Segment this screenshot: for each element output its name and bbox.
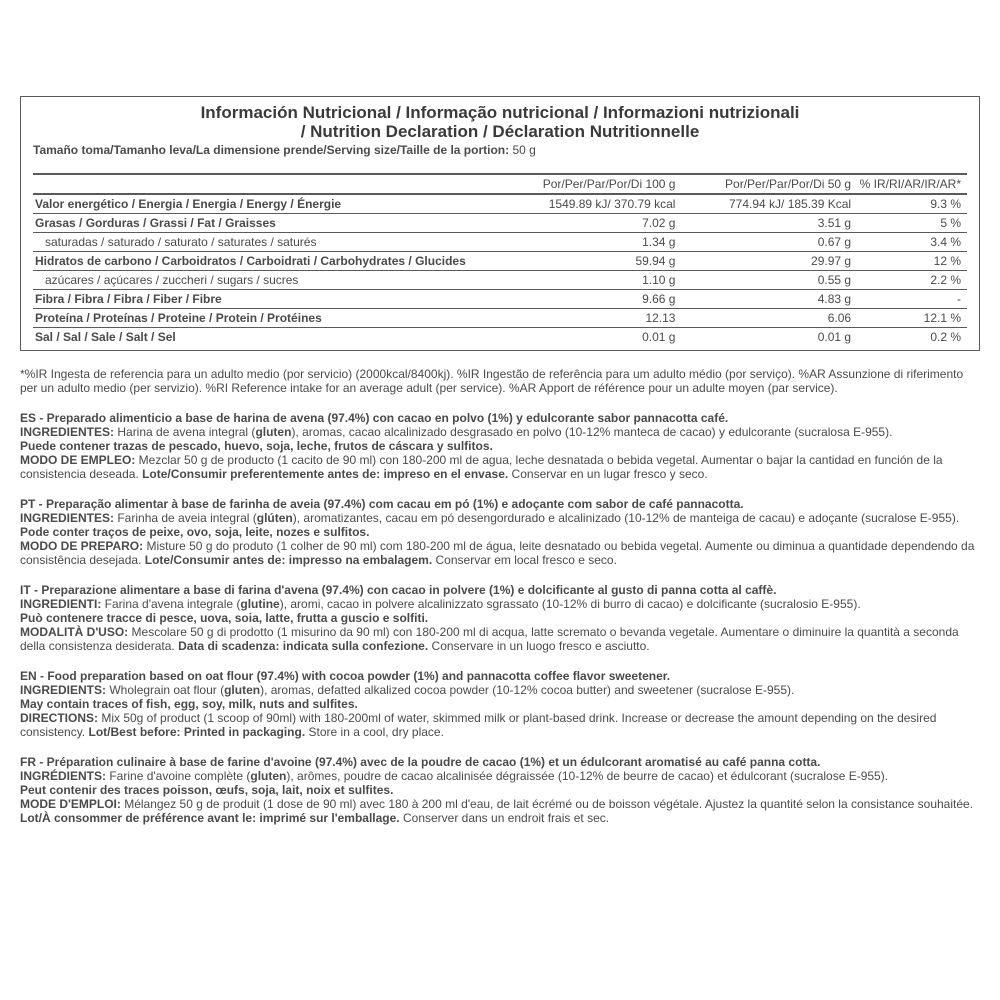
table-row	[33, 233, 967, 252]
ingredients-text: ), aromi, cacao in polvere alcalinizzato sgrassato (10-12% di burro di cacao) e dolcificante (sucralosio E-955).	[279, 597, 861, 611]
section-title: EN - Food preparation based on oat flour (97.4%) with cocoa powder (1%) and pannacotta coffee flavor sweetener.	[20, 669, 671, 683]
allergen: gluten	[224, 683, 261, 697]
ingredients-text: Farine d'avoine complète (	[106, 769, 251, 783]
section-es	[20, 411, 980, 481]
directions-text: Misture 50 g do produto (1 colher de 90 ml) com 180-200 ml de água, leite desnatado ou bebida vegetal. Aumente ou diminua a quantidade dependendo da consistência desejada.	[20, 539, 975, 567]
value-per-50g: 4.83 g	[817, 292, 852, 306]
may-contain: Peut contenir des traces poisson, œufs, soja, lait, noix et sulfites.	[20, 783, 394, 797]
table-row	[33, 290, 967, 309]
value-per-100g: 12.13	[645, 311, 676, 325]
serving-size-value: 50 g	[509, 143, 536, 157]
ingredients-text: ), arômes, poudre de cacao alcalinisée dégraissée (10-12% de beurre de cacao) et édulcorant (sucralose E-955).	[286, 769, 889, 783]
value-per-100g: 9.66 g	[642, 292, 676, 306]
value-per-50g: 6.06	[827, 311, 852, 325]
nutrient-name: Grasas / Gorduras / Grassi / Fat / Graisses	[35, 216, 276, 230]
value-per-50g: 29.97 g	[811, 254, 852, 268]
directions-label: MODALITÀ D'USO:	[20, 625, 129, 639]
table-header-row	[33, 174, 967, 194]
reference-intake-footnote: *%IR Ingesta de referencia para un adulto medio (por servicio) (2000kcal/8400kj). %IR Ingestão de referência para um adulto médio (por serviço). %AR Assunzione di riferimento per un adulto medio (per servizio). %RI Reference intake for an average adult (per service). %AR Apport de référence pour un adulte moyen (par service).	[20, 367, 964, 395]
section-title: IT - Preparazione alimentare a base di farina d'avena (97.4%) con cacao in polvere (1%) e dolcificante al gusto di panna cotta al caffè.	[20, 583, 777, 597]
directions-text: Mix 50g of product (1 scoop of 90ml) with 180-200ml of water, skimmed milk or plant-based drink. Increase or decrease the amount depending on the desired consistency.	[20, 711, 937, 739]
panel-title-line2: / Nutrition Declaration / Déclaration Nutritionnelle	[300, 122, 700, 141]
lot-info: Lote/Consumir preferentemente antes de: impreso en el envase.	[142, 467, 509, 481]
table-row	[33, 328, 967, 347]
ingredients-label: INGREDIENTS:	[20, 683, 107, 697]
ingredients-text: Farina d'avena integrale (	[101, 597, 241, 611]
value-ri: 0.2 %	[930, 330, 961, 344]
nutrient-name: saturadas / saturado / saturato / saturates / saturés	[45, 235, 317, 249]
lot-info: Data di scadenza: indicata sulla confezione.	[178, 639, 429, 653]
directions-text: Mélangez 50 g de produit (1 dose de 90 ml) avec 180 à 200 ml d'eau, de lait écrémé ou de boisson végétale. Ajustez la quantité selon la consistance souhaitée.	[120, 797, 974, 811]
nutrient-name: Sal / Sal / Sale / Salt / Sel	[35, 330, 176, 344]
nutrient-name: azúcares / açúcares / zuccheri / sugars / sucres	[45, 273, 299, 287]
may-contain: Puede contener trazas de pescado, huevo, soja, leche, frutos de cáscara y sulfitos.	[20, 439, 493, 453]
nutrition-label	[20, 96, 980, 825]
ingredients-label: INGREDIENTES:	[20, 511, 115, 525]
value-per-50g: 3.51 g	[817, 216, 852, 230]
allergen: glúten	[256, 511, 293, 525]
value-per-100g: 0.01 g	[642, 330, 676, 344]
ingredients-text: Wholegrain oat flour (	[106, 683, 225, 697]
value-ri: -	[957, 292, 961, 306]
ingredients-text: ), aromatizantes, cacau em pó desengordurado e alcalinizado (10-12% de manteiga de cacau) e adoçante (sucralose E-955).	[292, 511, 960, 525]
storage-text: Conservar em local fresco e seco.	[432, 553, 617, 567]
ingredients-text: ), aromas, defatted alkalized cocoa powder (10-12% cocoa butter) and sweetener (sucralose E-955).	[260, 683, 795, 697]
section-fr	[20, 755, 980, 825]
value-per-50g: 774.94 kJ/ 185.39 Kcal	[729, 197, 852, 211]
may-contain: Può contenere tracce di pesce, uova, soia, latte, frutta a guscio e solfiti.	[20, 611, 429, 625]
storage-text: Conservar en un lugar fresco y seco.	[508, 467, 708, 481]
panel-title-line1: Información Nutricional / Informação nutricional / Informazioni nutrizionali	[200, 103, 800, 122]
nutrition-panel	[20, 96, 980, 351]
value-ri: 2.2 %	[930, 273, 961, 287]
value-per-100g: 59.94 g	[635, 254, 676, 268]
ingredients-label: INGREDIENTI:	[20, 597, 102, 611]
table-row	[33, 252, 967, 271]
nutrient-name: Valor energético / Energia / Energia / Energy / Énergie	[35, 197, 342, 211]
lot-info: Lot/Best before: Printed in packaging.	[88, 725, 306, 739]
section-title: PT - Preparação alimentar à base de farinha de aveia (97.4%) com cacau em pó (1%) e adoçante com sabor de café pannacotta.	[20, 497, 744, 511]
directions-label: MODE D'EMPLOI:	[20, 797, 121, 811]
nutrient-name: Hidratos de carbono / Carboidratos / Carboidrati / Carbohydrates / Glucides	[35, 254, 466, 268]
allergen: glutine	[240, 597, 280, 611]
directions-label: MODO DE PREPARO:	[20, 539, 144, 553]
directions-label: MODO DE EMPLEO:	[20, 453, 136, 467]
ingredients-text: Farinha de aveia integral (	[114, 511, 257, 525]
value-per-100g: 1.10 g	[642, 273, 676, 287]
may-contain: Pode conter traços de peixe, ovo, soja, leite, nozes e sulfitos.	[20, 525, 370, 539]
serving-size	[33, 143, 967, 157]
table-row	[33, 309, 967, 328]
nutrient-name: Proteína / Proteínas / Proteine / Protein / Protéines	[35, 311, 322, 325]
value-per-100g: 7.02 g	[642, 216, 676, 230]
serving-size-label: Tamaño toma/Tamanho leva/La dimensione prende/Serving size/Taille de la portion:	[33, 143, 510, 157]
value-per-100g: 1549.89 kJ/ 370.79 kcal	[548, 197, 676, 211]
ingredients-label: INGREDIENTES:	[20, 425, 115, 439]
value-ri: 12.1 %	[923, 311, 961, 325]
allergen: gluten	[255, 425, 292, 439]
header-empty	[33, 174, 501, 194]
directions-label: DIRECTIONS:	[20, 711, 98, 725]
header-reference-intake: % IR/RI/AR/IR/AR*	[859, 177, 961, 191]
allergen: gluten	[250, 769, 287, 783]
directions-text: Mezclar 50 g de producto (1 cacito de 90 ml) con 180-200 ml de agua, leche desnatada o bebida vegetal. Aumentar o bajar la cantidad en función de la consistencia deseada.	[20, 453, 943, 481]
value-per-50g: 0.67 g	[817, 235, 852, 249]
section-title: FR - Préparation culinaire à base de farine d'avoine (97.4%) avec de la poudre de cacao (1%) et un édulcorant aromatisé au café panna cotta.	[20, 755, 821, 769]
value-per-100g: 1.34 g	[642, 235, 676, 249]
lot-info: Lote/Consumir antes de: impresso na embalagem.	[144, 553, 433, 567]
lot-info: Lot/À consommer de préférence avant le: imprimé sur l'emballage.	[20, 811, 400, 825]
section-it	[20, 583, 980, 653]
value-ri: 12 %	[933, 254, 961, 268]
value-ri: 3.4 %	[930, 235, 961, 249]
nutrient-name: Fibra / Fibra / Fibra / Fiber / Fibre	[35, 292, 222, 306]
value-ri: 9.3 %	[930, 197, 961, 211]
value-per-50g: 0.55 g	[817, 273, 852, 287]
ingredients-text: Harina de avena integral (	[114, 425, 256, 439]
directions-text: Mescolare 50 g di prodotto (1 misurino da 90 ml) con 180-200 ml di acqua, latte scremato o bevanda vegetale. Aumentare o diminuire la quantità a seconda della consistenza desiderata.	[20, 625, 959, 653]
storage-text: Conservare in un luogo fresco e asciutto.	[428, 639, 650, 653]
nutrition-table	[33, 173, 967, 346]
section-pt	[20, 497, 980, 567]
section-en	[20, 669, 980, 739]
storage-text: Conserver dans un endroit frais et sec.	[399, 811, 610, 825]
storage-text: Store in a cool, dry place.	[305, 725, 444, 739]
table-row	[33, 214, 967, 233]
header-per-100g: Por/Per/Par/Por/Di 100 g	[542, 177, 676, 191]
section-title: ES - Preparado alimenticio a base de harina de avena (97.4%) con cacao en polvo (1%) y edulcorante sabor pannacotta café.	[20, 411, 729, 425]
table-row	[33, 271, 967, 290]
ingredients-label: INGRÉDIENTS:	[20, 769, 107, 783]
ingredients-text: ), aromas, cacao alcalinizado desgrasado en polvo (10-12% manteca de cacao) y edulcorante (sucralosa E-955).	[291, 425, 893, 439]
header-per-50g: Por/Per/Par/Por/Di 50 g	[725, 177, 852, 191]
value-ri: 5 %	[940, 216, 961, 230]
table-row	[33, 194, 967, 214]
value-per-50g: 0.01 g	[817, 330, 852, 344]
may-contain: May contain traces of fish, egg, soy, milk, nuts and sulfites.	[20, 697, 358, 711]
